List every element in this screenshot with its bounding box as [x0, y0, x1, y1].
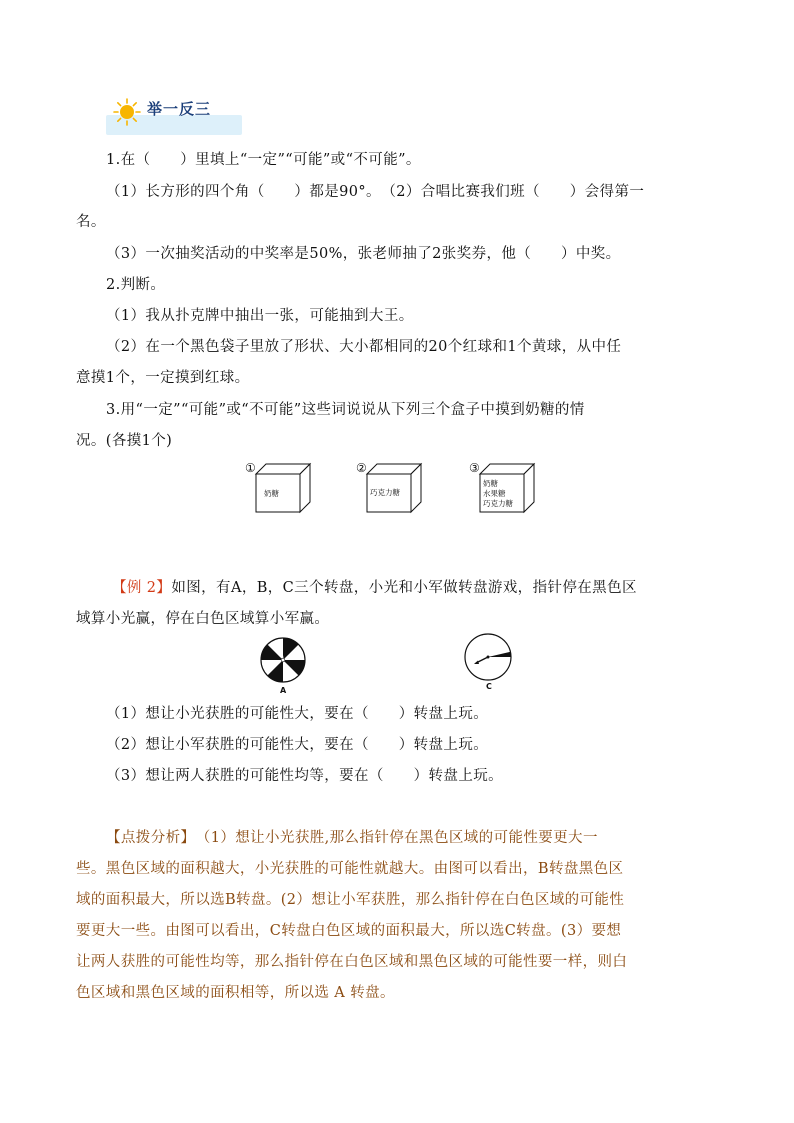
sun-icon	[112, 97, 142, 127]
spinner-a-label: A	[280, 686, 287, 695]
example-q2: （2）想让小军获胜的可能性大，要在（ ）转盘上玩。	[106, 737, 489, 753]
box-1-text: 奶糖	[264, 489, 279, 498]
q3-stem-cont: 况。(各摸1个)	[76, 433, 173, 449]
analysis-line-1	[106, 826, 598, 847]
q1-part1: （1）长方形的四个角（ ）都是90°。 （2）合唱比赛我们班（ ）会得第一	[106, 184, 645, 200]
box-1	[254, 462, 312, 514]
analysis-line-6: 色区域和黑色区域的面积相等，所以选 A 转盘。	[76, 985, 395, 1001]
example-tag: 【例 2】	[112, 580, 172, 596]
example-line-1	[112, 576, 637, 597]
example-q1: （1）想让小光获胜的可能性大，要在（ ）转盘上玩。	[106, 706, 489, 722]
analysis-line-3: 域的面积最大，所以选B转盘。(2）想让小军获胜，那么指针停在白色区域的可能性	[76, 892, 625, 908]
q3-stem: 3.用“一定”“可能”或“不可能”这些词说说从下列三个盒子中摸到奶糖的情	[106, 402, 585, 418]
analysis-line-5: 让两人获胜的可能性均等，那么指针停在白色区域和黑色区域的可能性要一样，则白	[76, 954, 628, 970]
box-3-text-2: 水果糖	[483, 489, 506, 498]
q2-part2-cont: 意摸1个，一定摸到红球。	[76, 370, 250, 386]
spinner-c-label: C	[486, 682, 492, 691]
analysis-line-4: 要更大一些。由图可以看出，C转盘白色区域的面积最大，所以选C转盘。(3）要想	[76, 923, 622, 939]
example-text: 如图，有A，B，C三个转盘，小光和小军做转盘游戏，指针停在黑色区	[171, 580, 637, 596]
q2-part2: （2）在一个黑色袋子里放了形状、大小都相同的20个红球和1个黄球，从中任	[106, 339, 622, 355]
box-3-text-3: 巧克力糖	[483, 499, 513, 508]
box-2-number: ②	[356, 461, 367, 475]
spinner-c	[463, 632, 513, 682]
analysis-line-2: 些。黑色区域的面积越大，小光获胜的可能性就越大。由图可以看出，B转盘黑色区	[76, 861, 624, 877]
box-2-text: 巧克力糖	[370, 488, 400, 497]
q2-stem: 2.判断。	[106, 277, 166, 293]
box-1-number: ①	[245, 461, 256, 475]
box-3-number: ③	[469, 461, 480, 475]
q1-part1-cont: 名。	[76, 214, 106, 230]
example-q3: （3）想让两人获胜的可能性均等，要在（ ）转盘上玩。	[106, 768, 504, 784]
spinner-a	[259, 636, 307, 684]
box-3-text-1: 奶糖	[483, 479, 498, 488]
section-title: 举一反三	[147, 100, 212, 118]
box-2	[365, 462, 423, 514]
example-text-cont: 域算小光赢，停在白色区域算小军赢。	[76, 611, 330, 627]
q2-part1: （1）我从扑克牌中抽出一张，可能抽到大王。	[106, 308, 414, 324]
q1-part3: （3）一次抽奖活动的中奖率是50%，张老师抽了2张奖券，他（ ）中奖。	[106, 246, 621, 262]
analysis-text-1: （1）想让小光获胜,那么指针停在黑色区域的可能性要更大一	[188, 830, 598, 846]
analysis-tag: 【点拨分析】	[106, 830, 189, 846]
q1-stem: 1.在（ ）里填上“一定”“可能”或“不可能”。	[106, 152, 421, 168]
box-3	[478, 462, 536, 514]
